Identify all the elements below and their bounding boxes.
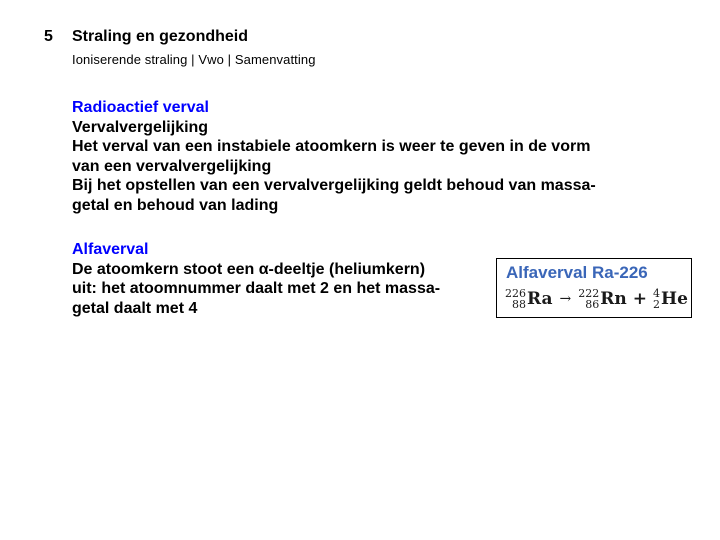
mass-number: 222 — [578, 287, 600, 300]
atomic-number: 2 — [653, 298, 661, 311]
mass-number: 4 — [653, 287, 661, 300]
chapter-title: Straling en gezondheid — [72, 28, 249, 45]
alpha-text-line: De atoomkern stoot een α-deeltje (heliumkern) — [72, 260, 426, 278]
page-subtitle: Ioniserende straling | Vwo | Samenvatting — [72, 52, 316, 67]
alpha-decay-formula-box — [496, 258, 692, 318]
element-symbol: He — [661, 289, 688, 309]
product-nuclide — [578, 288, 627, 310]
element-symbol: Rn — [600, 289, 627, 309]
arrow-icon: → — [559, 291, 572, 307]
decay-text-line: getal en behoud van lading — [72, 196, 279, 214]
atomic-number: 88 — [512, 298, 526, 311]
decay-equation — [505, 285, 688, 313]
reactant-nuclide — [505, 288, 553, 310]
decay-text-line: Het verval van een instabiele atoomkern is weer te geven in de vorm — [72, 138, 591, 155]
decay-text-line: Bij het opstellen van een vervalvergelijking geldt behoud van massa- — [72, 177, 596, 194]
alpha-section — [72, 240, 502, 318]
decay-section — [72, 98, 692, 215]
chapter-number: 5 — [44, 28, 53, 45]
formula-title: Alfaverval Ra-226 — [506, 263, 648, 282]
alpha-particle-nuclide — [653, 288, 688, 310]
decay-heading: Radioactief verval — [72, 99, 209, 116]
decay-text-line: van een vervalvergelijking — [72, 157, 272, 175]
alpha-text-line: getal daalt met 4 — [72, 299, 198, 317]
mass-number: 226 — [505, 287, 526, 300]
alpha-heading: Alfaverval — [72, 241, 149, 258]
alpha-text-line: uit: het atoomnummer daalt met 2 en het massa- — [72, 280, 441, 297]
plus-sign: + — [632, 289, 648, 309]
atomic-number: 86 — [585, 298, 600, 311]
decay-subheading: Vervalvergelijking — [72, 118, 209, 136]
element-symbol: Ra — [527, 289, 553, 309]
